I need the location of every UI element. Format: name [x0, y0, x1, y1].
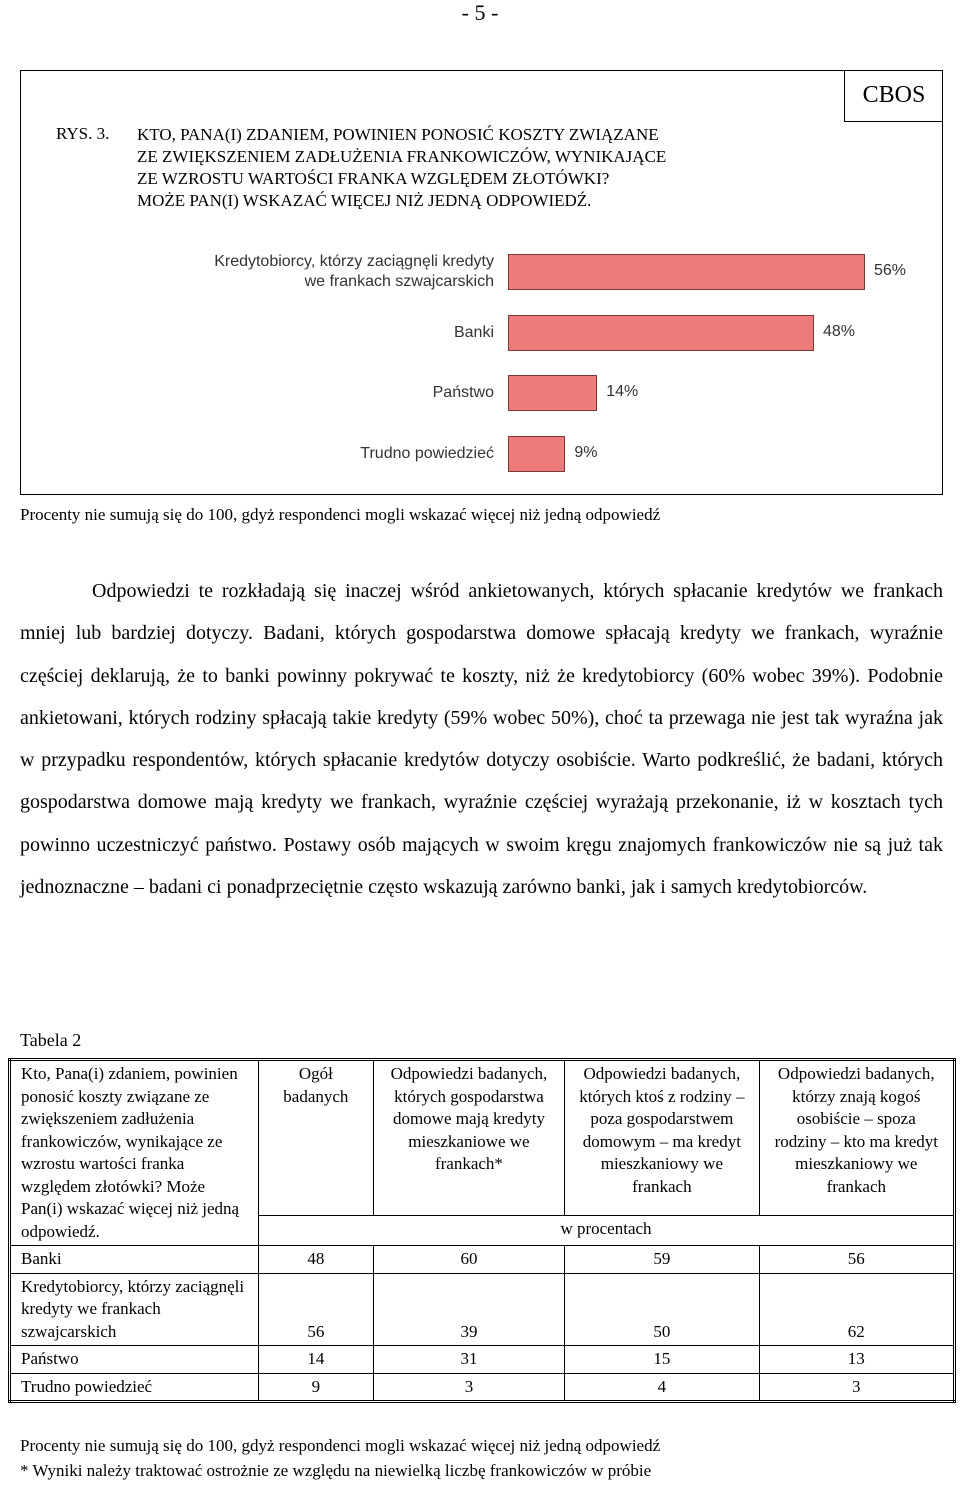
figure-title-line: ZE ZWIĘKSZENIEM ZADŁUŻENIA FRANKOWICZÓW, WYNIKAJĄCE [137, 147, 667, 166]
bar-value-label: 48% [823, 322, 856, 340]
table-cell: 56 [258, 1273, 373, 1346]
table-header: Ogół badanych [258, 1060, 373, 1216]
bar-value-label: 56% [874, 262, 907, 279]
table-cell: 3 [759, 1373, 954, 1402]
bar [508, 254, 865, 290]
source-logo: CBOS [844, 70, 943, 122]
table-cell: 13 [759, 1346, 954, 1374]
table-cell: 59 [565, 1246, 759, 1274]
table-footnote: * Wyniki należy traktować ostrożnie ze względu na niewielką liczbę frankowiczów w próbie [20, 1461, 652, 1480]
table-header: Odpowiedzi badanych, których ktoś z rodziny – poza gospodarstwem domowym – ma kredyt mieszkaniowy we frankach [565, 1060, 759, 1216]
results-table [8, 1058, 956, 1403]
figure-note: Procenty nie sumują się do 100, gdyż respondenci mogli wskazać więcej niż jedną odpowiedź [20, 505, 661, 524]
table-cell: 3 [373, 1373, 564, 1402]
table-row-label: Kredytobiorcy, którzy zaciągnęli kredyty we frankach szwajcarskich [10, 1273, 259, 1346]
table-row [10, 1373, 955, 1402]
table-row-label: Państwo [10, 1346, 259, 1374]
table-cell: 4 [565, 1373, 759, 1402]
table-cell: 48 [258, 1246, 373, 1274]
table-row [10, 1246, 955, 1274]
body-text [20, 570, 943, 908]
page-number: - 5 - [461, 0, 499, 25]
figure-title-line: MOŻE PAN(I) WSKAZAĆ WIĘCEJ NIŻ JEDNĄ ODPOWIEDŹ. [137, 191, 592, 210]
bar [508, 436, 565, 472]
figure-title-line: ZE WZROSTU WARTOŚCI FRANKA WZGLĘDEM ZŁOTÓWKI? [137, 169, 610, 188]
table-cell: 56 [759, 1246, 954, 1274]
figure-label: RYS. 3. [56, 124, 110, 143]
table-cell: 62 [759, 1273, 954, 1346]
table-cell: 60 [373, 1246, 564, 1274]
bar-category-label: Państwo [432, 384, 494, 401]
body-paragraph: Odpowiedzi te rozkładają się inaczej wśród ankietowanych, których spłacanie kredytów we frankach mniej lub bardziej dotyczy. Badani, których gospodarstwa domowe spłacają kredyty we frankach, wyraźnie częściej deklarują, że to banki powinny pokrywać te koszty, niż że kredytobiorcy (60% wobec 39%). Podobnie ankietowani, których rodziny spłacają takie kredyty (59% wobec 50%), choć ta przewaga nie jest tak wyraźna jak w przypadku respondentów, których spłacanie kredytów dotyczy osobiście. Warto podkreślić, że badani, których gospodarstwa domowe mają kredyty we frankach, wyraźnie częściej wyrażają przekonanie, iż w kosztach tych powinno uczestniczyć państwo. Postawy osób mających w swoim kręgu znajomych frankowiczów nie są już tak jednoznaczne – badani ci ponadprzeciętnie często wskazują zarówno banki, jak i samych kredytobiorców. [20, 580, 943, 899]
table-note: Procenty nie sumują się do 100, gdyż respondenci mogli wskazać więcej niż jedną odpowiedź [20, 1436, 661, 1455]
table-row-label: Trudno powiedzieć [10, 1373, 259, 1402]
table-row [10, 1273, 955, 1346]
table-cell: 39 [373, 1273, 564, 1346]
table-header: Odpowiedzi badanych, których gospodarstwa domowe mają kredyty mieszkaniowe we frankach* [373, 1060, 564, 1216]
table-cell: 14 [258, 1346, 373, 1374]
figure-frame [20, 70, 943, 495]
bar-chart [21, 71, 944, 496]
figure-title-line: KTO, PANA(I) ZDANIEM, POWINIEN PONOSIĆ KOSZTY ZWIĄZANE [137, 125, 659, 144]
table-header: Odpowiedzi badanych, którzy znają kogoś osobiście – spoza rodziny – kto ma kredyt mieszkaniowy we frankach [759, 1060, 954, 1216]
bar [508, 375, 597, 411]
table-caption: Tabela 2 [20, 1030, 82, 1050]
table-unit: w procentach [258, 1215, 954, 1245]
table-question: Kto, Pana(i) zdaniem, powinien ponosić koszty związane ze zwiększeniem zadłużenia frankowiczów, wynikające ze wzrostu wartości franka względem złotówki? Może Pan(i) wskazać więcej niż jedną odpowiedź. [10, 1060, 259, 1246]
table-header-row [10, 1060, 955, 1216]
table-row-label: Banki [10, 1246, 259, 1274]
bar-category-label: Kredytobiorcy, którzy zaciągnęli kredyty we frankach szwajcarskich [214, 253, 494, 290]
table-row [10, 1346, 955, 1374]
table-cell: 9 [258, 1373, 373, 1402]
bar-value-label: 14% [606, 383, 639, 400]
table-cell: 15 [565, 1346, 759, 1374]
table-cell: 50 [565, 1273, 759, 1346]
bar [508, 315, 814, 351]
table-cell: 31 [373, 1346, 564, 1374]
bar-value-label: 9% [574, 443, 598, 461]
bar-category-label: Trudno powiedzieć [360, 444, 494, 462]
bar-category-label: Banki [453, 323, 494, 341]
